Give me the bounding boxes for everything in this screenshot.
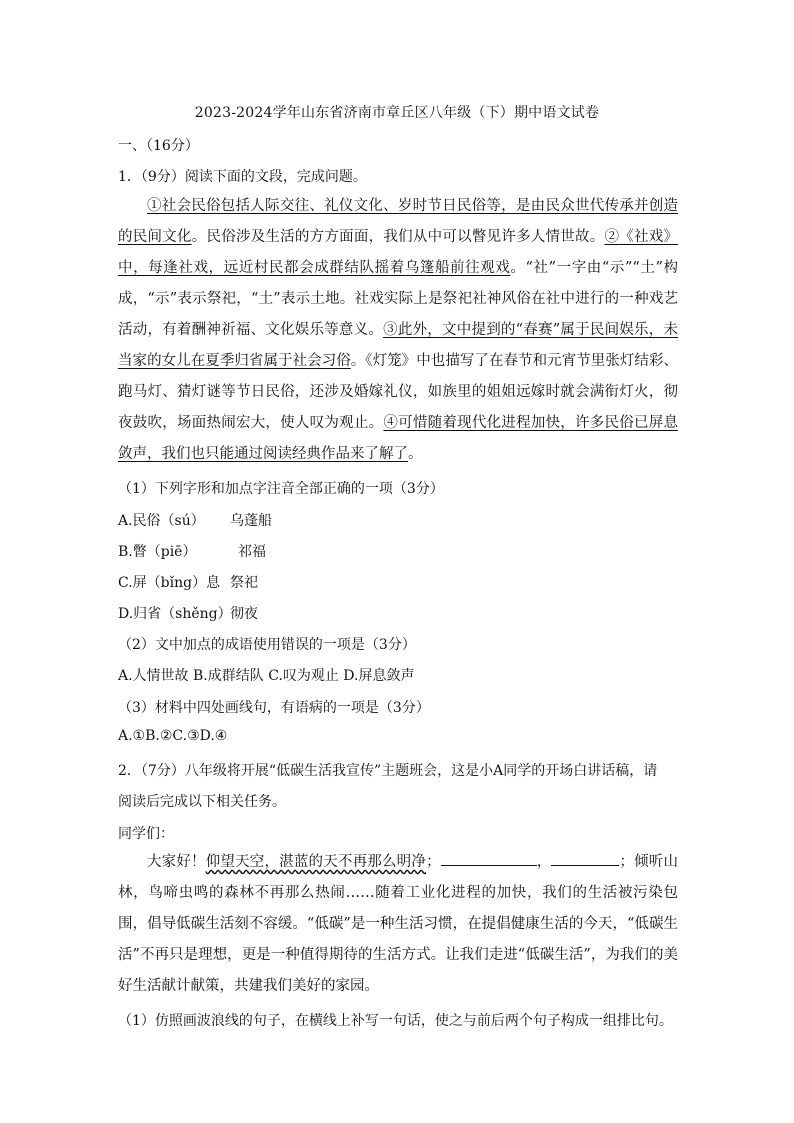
option-c-term: 祭祀 xyxy=(230,575,258,591)
underlined-sentence-1: ①社会民俗包括人际交往、礼仪文化、岁时节日民俗等，是由民众世代传承并创造的民间文化 xyxy=(118,198,678,245)
exam-title: 2023-2024学年山东省济南市章丘区八年级（下）期中语文试卷 xyxy=(194,105,600,121)
speech-lead: 大家好！ xyxy=(147,854,206,870)
speech-separator-2: ， xyxy=(536,854,552,870)
option-d-term: 彻夜 xyxy=(230,606,258,622)
option-b-term: 祁福 xyxy=(238,544,266,560)
speech-passage xyxy=(118,847,678,1002)
sub-question-2: （2）文中加点的成语使用错误的一项是（3分） xyxy=(118,637,416,653)
speech-rest: ；倾听山林，鸟啼虫鸣的森林不再那么热闹……随着工业化进程的加快，我们的生活被污染包围，倡导低碳生活刻不容缓。“低碳”是一种生活习惯，在提倡健康生活的今天，“低碳生活”不再只是理想，更是一种值得期待的生活方式。让我们走进“低碳生活”，为我们的美好生活献计献策，共建我们美好的家园。 xyxy=(118,854,678,994)
option-c-word: C.屏（bǐng）息 xyxy=(118,575,221,591)
wavy-underlined-sentence: 仰望天空，湛蓝的天不再那么明净 xyxy=(205,854,427,870)
answer-blank-2[interactable] xyxy=(551,851,619,866)
underlined-sentence-2: ②《社戏》中，每逢社戏，远近村民都会成群结队摇着乌篷船前往观戏 xyxy=(118,229,679,276)
question-2-stem-line-2: 阅读后完成以下相关任务。 xyxy=(118,794,286,810)
sub-question-2-options: A.人情世故 B.成群结队 C.叹为观止 D.屏息敛声 xyxy=(118,668,415,684)
underlined-sentence-4: ④可惜随着现代化进程加快，许多民俗已屏息敛声，我们也只能通过阅读经典作品来了解了 xyxy=(118,415,679,462)
option-a-term: 乌蓬船 xyxy=(230,513,272,529)
section-heading: 一、（16分） xyxy=(118,138,199,154)
sub-question-3: （3）材料中四处画线句，有语病的一项是（3分） xyxy=(118,700,430,716)
option-d-word: D.归省（shěng） xyxy=(118,606,232,622)
option-b-word: B.瞥（piē） xyxy=(118,544,197,560)
passage-text-1: 。民俗涉及生活的方方面面，我们从中可以瞥见许多人情世故。 xyxy=(191,229,605,245)
reading-passage xyxy=(118,191,678,470)
option-a xyxy=(118,510,272,530)
question-2-stem-line-1: 2．（7分）八年级将开展“低碳生活我宣传”主题班会，这是小A同学的开场白讲话稿，请 xyxy=(118,763,658,779)
option-d xyxy=(118,603,258,623)
sub-question-3-options: A.①B.②C.③D.④ xyxy=(118,728,228,744)
underlined-sentence-3: ③此外，文中提到的“春赛”属于民间娱乐，未当家的女儿在夏季归省属于社会习俗 xyxy=(118,322,678,369)
sub-question-1: （1）下列字形和加点字注音全部正确的一项（3分） xyxy=(118,481,444,497)
option-b xyxy=(118,541,266,561)
passage-text-3: 。《灯笼》中也描写了在春节和元宵节里张灯结彩、跑马灯、猜灯谜等节日民俗，还涉及婚嫁礼仪，如族里的姐姐远嫁时就会满衔灯火，彻夜鼓吹，场面热闹宏大，使人叹为观止。 xyxy=(118,353,679,431)
passage-text-4: 。 xyxy=(408,446,423,462)
option-c xyxy=(118,572,258,592)
question-2-sub-1: （1）仿照画波浪线的句子，在横线上补写一句话，使之与前后两个句子构成一组排比句。 xyxy=(118,1013,673,1029)
option-a-word: A.民俗（sú） xyxy=(118,513,205,529)
question-1-stem: 1．（9分）阅读下面的文段，完成问题。 xyxy=(118,169,367,185)
answer-blank-1[interactable] xyxy=(441,851,537,866)
speech-separator-1: ； xyxy=(426,854,441,870)
passage-text-2: 。“社”一字由“示”“土”构成，“示”表示祭祀，“土”表示土地。社戏实际上是祭祀社神风俗在社中进行的一种戏艺活动，有着酬神祈福、文化娱乐等意义。 xyxy=(118,260,678,338)
speech-greeting: 同学们： xyxy=(118,826,174,842)
